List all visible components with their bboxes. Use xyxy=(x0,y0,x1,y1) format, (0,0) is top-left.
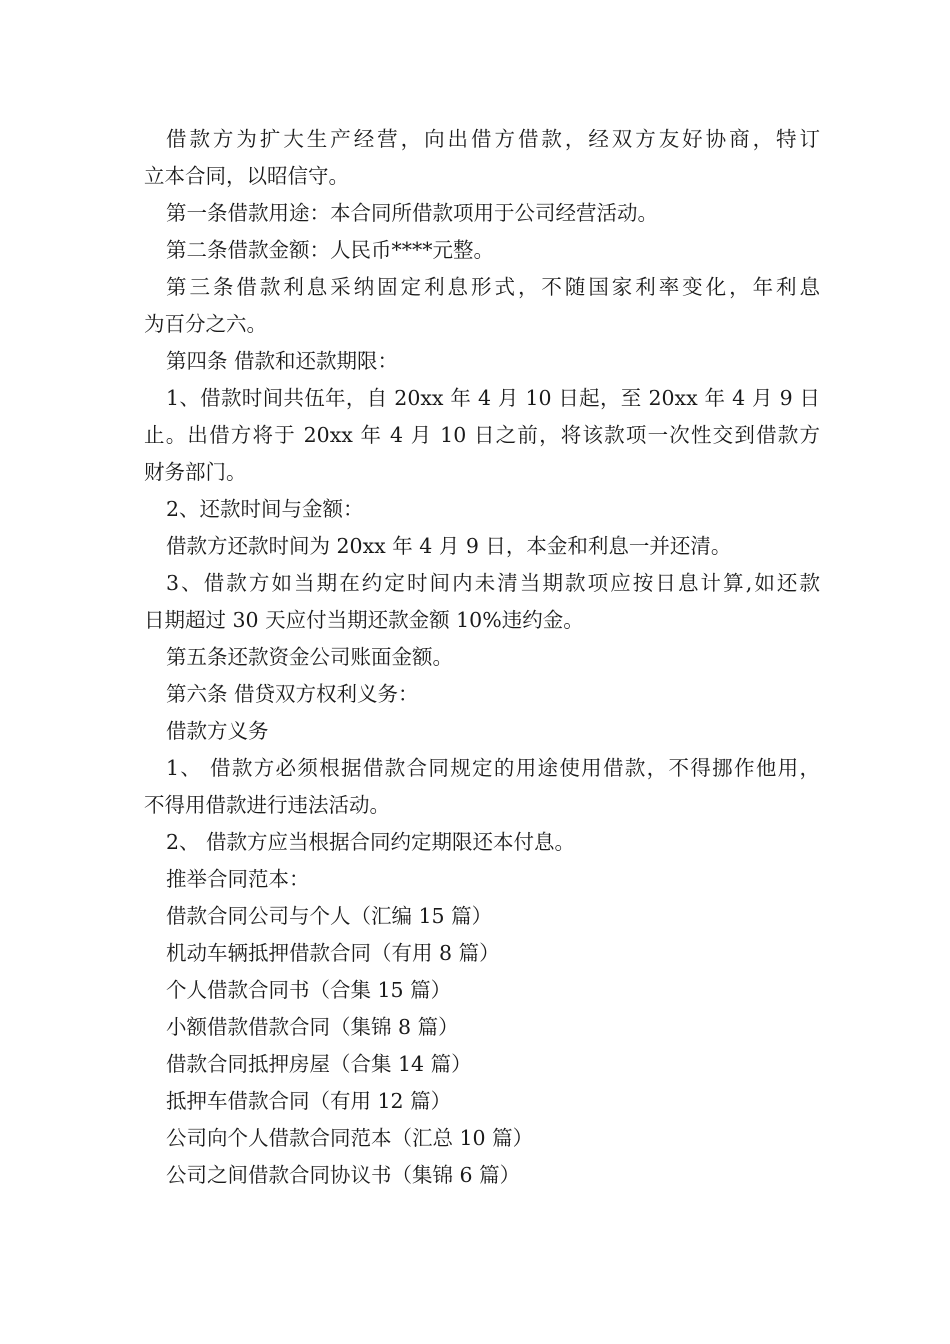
article-4-item-1-line-3: 财务部门。 xyxy=(144,460,247,484)
recommended-template-item: 公司向个人借款合同范本（汇总 10 篇） xyxy=(166,1126,534,1150)
article-4-item-2-detail: 借款方还款时间为 20xx 年 4 月 9 日，本金和利息一并还清。 xyxy=(166,534,732,558)
recommended-template-item: 个人借款合同书（合集 15 篇） xyxy=(166,978,452,1002)
article-4-item-1-line-2: 止。出借方将于 20xx 年 4 月 10 日之前，将该款项一次性交到借款方 xyxy=(144,423,820,447)
recommended-template-item: 抵押车借款合同（有用 12 篇） xyxy=(166,1089,452,1113)
paragraph-preamble-line-2: 立本合同，以昭信守。 xyxy=(144,164,349,188)
article-4-item-3-line-1: 3、借款方如当期在约定时间内未清当期款项应按日息计算,如还款 xyxy=(166,571,820,595)
recommended-template-item: 借款合同抵押房屋（合集 14 篇） xyxy=(166,1052,472,1076)
article-4-item-2: 2、还款时间与金额： xyxy=(166,497,364,521)
article-6-heading: 第六条 借贷双方权利义务： xyxy=(166,682,419,706)
article-3-interest-line-2: 为百分之六。 xyxy=(144,312,267,336)
recommended-templates-heading: 推举合同范本： xyxy=(166,867,310,891)
article-5: 第五条还款资金公司账面金额。 xyxy=(166,645,453,669)
article-4-item-1-line-1: 1、借款时间共伍年，自 20xx 年 4 月 10 日起，至 20xx 年 4 月 9 日 xyxy=(166,386,820,410)
article-4-item-3-line-2: 日期超过 30 天应付当期还款金额 10%违约金。 xyxy=(144,608,584,632)
article-2-amount: 第二条借款金额：人民币****元整。 xyxy=(166,238,494,262)
article-3-interest-line-1: 第三条借款利息采纳固定利息形式，不随国家利率变化，年利息 xyxy=(166,275,820,299)
obligation-2: 2、 借款方应当根据合同约定期限还本付息。 xyxy=(166,830,576,854)
obligation-1-line-1: 1、 借款方必须根据借款合同规定的用途使用借款，不得挪作他用， xyxy=(166,756,820,780)
article-1-purpose: 第一条借款用途：本合同所借款项用于公司经营活动。 xyxy=(166,201,658,225)
recommended-template-item: 小额借款借款合同（集锦 8 篇） xyxy=(166,1015,459,1039)
obligation-1-line-2: 不得用借款进行违法活动。 xyxy=(144,793,390,817)
borrower-obligations-heading: 借款方义务 xyxy=(166,719,269,743)
article-4-heading: 第四条 借款和还款期限： xyxy=(166,349,399,373)
recommended-template-item: 机动车辆抵押借款合同（有用 8 篇） xyxy=(166,941,500,965)
recommended-template-item: 公司之间借款合同协议书（集锦 6 篇） xyxy=(166,1163,521,1187)
recommended-template-item: 借款合同公司与个人（汇编 15 篇） xyxy=(166,904,493,928)
paragraph-preamble-line-1: 借款方为扩大生产经营，向出借方借款，经双方友好协商，特订 xyxy=(166,127,820,151)
